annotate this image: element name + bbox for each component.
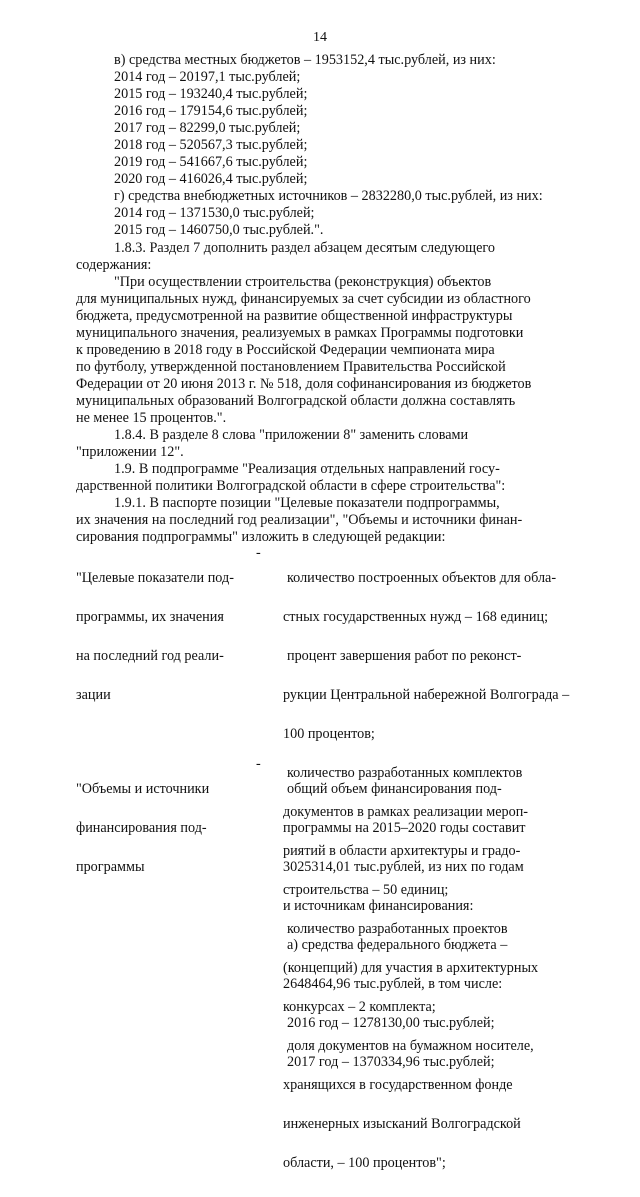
paragraph-line: "приложении 12". [76,444,184,460]
paragraph-line: 1.9. В подпрограмме "Реализация отдельных направлений госу- [114,461,500,477]
paragraph-line: дарственной политики Волгоградской области в сфере строительства": [76,478,506,494]
content-line: доля документов на бумажном носителе, [287,1038,534,1054]
paragraph-line: их значения на последний год реализации", "Объемы и источники финан- [76,512,523,528]
label-line: программы [76,859,145,875]
content-line: риятий в области архитектуры и градо- [283,843,521,859]
year-line: 2014 год – 1371530,0 тыс.рублей; [114,205,315,221]
extrabudget-line: г) средства внебюджетных источников – 2832280,0 тыс.рублей, из них: [114,188,543,204]
page-number: 14 [313,30,327,45]
quote-line: не менее 15 процентов.". [76,410,227,426]
year-line: 2017 год – 82299,0 тыс.рублей; [114,120,301,136]
content-line: 2016 год – 1278130,00 тыс.рублей; [287,1015,495,1031]
year-line: 2018 год – 520567,3 тыс.рублей; [114,137,308,153]
quote-line: Федерации от 20 июня 2013 г. № 518, доля софинансирования из бюджетов [76,376,532,392]
year-line: 2015 год – 1460750,0 тыс.рублей.". [114,222,324,238]
content-line: области, – 100 процентов"; [283,1155,446,1171]
year-line: 2020 год – 416026,4 тыс.рублей; [114,171,308,187]
quote-line: к проведению в 2018 году в Российской Федерации чемпионата мира [76,342,495,358]
content-line: документов в рамках реализации мероп- [283,804,529,820]
table-row-2-content [283,757,565,1095]
table-row-2-label [76,757,246,900]
label-line: программы, их значения [76,609,224,625]
paragraph-line: 1.8.4. В разделе 8 слова "приложении 8" заменить словами [114,427,469,443]
content-line: 3025314,01 тыс.рублей, из них по годам [283,859,524,875]
content-line: 2648464,96 тыс.рублей, в том числе: [283,976,503,992]
quote-line: по футболу, утвержденной постановлением Правительства Российской [76,359,506,375]
paragraph-text: 1.8.3. Раздел 7 дополнить раздел абзацем десятым следующего [114,240,495,256]
label-line: "Целевые показатели под- [76,570,234,586]
table-row-1-label [76,546,246,728]
year-line: 2014 год – 20197,1 тыс.рублей; [114,69,301,85]
content-line: 2017 год – 1370334,96 тыс.рублей; [287,1054,495,1070]
table-row-1-dash: - [256,545,261,561]
label-line: на последний год реали- [76,648,224,664]
quote-line: "При осуществлении строительства (реконструкция) объектов [114,274,492,290]
year-line: 2015 год – 193240,4 тыс.рублей; [114,86,308,102]
label-line: финансирования под- [76,820,207,836]
paragraph-line: 1.9.1. В паспорте позиции "Целевые показатели подпрограммы, [114,495,500,511]
label-line: зации [76,687,111,703]
content-line: рукции Центральной набережной Волгограда – [283,687,570,703]
paragraph-line [114,240,564,256]
content-line: количество построенных объектов для обла- [287,570,557,586]
content-line: количество разработанных проектов [287,921,508,937]
content-line: хранящихся в государственном фонде [283,1077,513,1093]
content-line: стных государственных нужд – 168 единиц; [283,609,549,625]
paragraph-line: содержания: [76,257,152,273]
quote-line: бюджета, предусмотренной на развитие общественной инфраструктуры [76,308,513,324]
paragraph-line: сирования подпрограммы" изложить в следующей редакции: [76,529,446,545]
content-line: (концепций) для участия в архитектурных [283,960,539,976]
content-line: и источникам финансирования: [283,898,474,914]
content-line: количество разработанных комплектов [287,765,523,781]
quote-line: муниципального значения, реализуемых в рамках Программы подготовки [76,325,524,341]
table-row-2-dash: - [256,756,261,772]
quote-line: для муниципальных нужд, финансируемых за счет субсидии из областного [76,291,531,307]
local-budget-line: в) средства местных бюджетов – 1953152,4 тыс.рублей, из них: [114,52,496,68]
content-line: процент завершения работ по реконст- [287,648,522,664]
year-line: 2019 год – 541667,6 тыс.рублей; [114,154,308,170]
content-line: 100 процентов; [283,726,375,742]
quote-line: муниципальных образований Волгоградской области должна составлять [76,393,516,409]
content-line: строительства – 50 единиц; [283,882,449,898]
content-line: общий объем финансирования под- [287,781,502,797]
year-line: 2016 год – 179154,6 тыс.рублей; [114,103,308,119]
label-line: "Объемы и источники [76,781,210,797]
content-line: а) средства федерального бюджета – [287,937,508,953]
content-line: программы на 2015–2020 годы составит [283,820,526,836]
content-line: конкурсах – 2 комплекта; [283,999,436,1015]
content-line: инженерных изысканий Волгоградской [283,1116,521,1132]
